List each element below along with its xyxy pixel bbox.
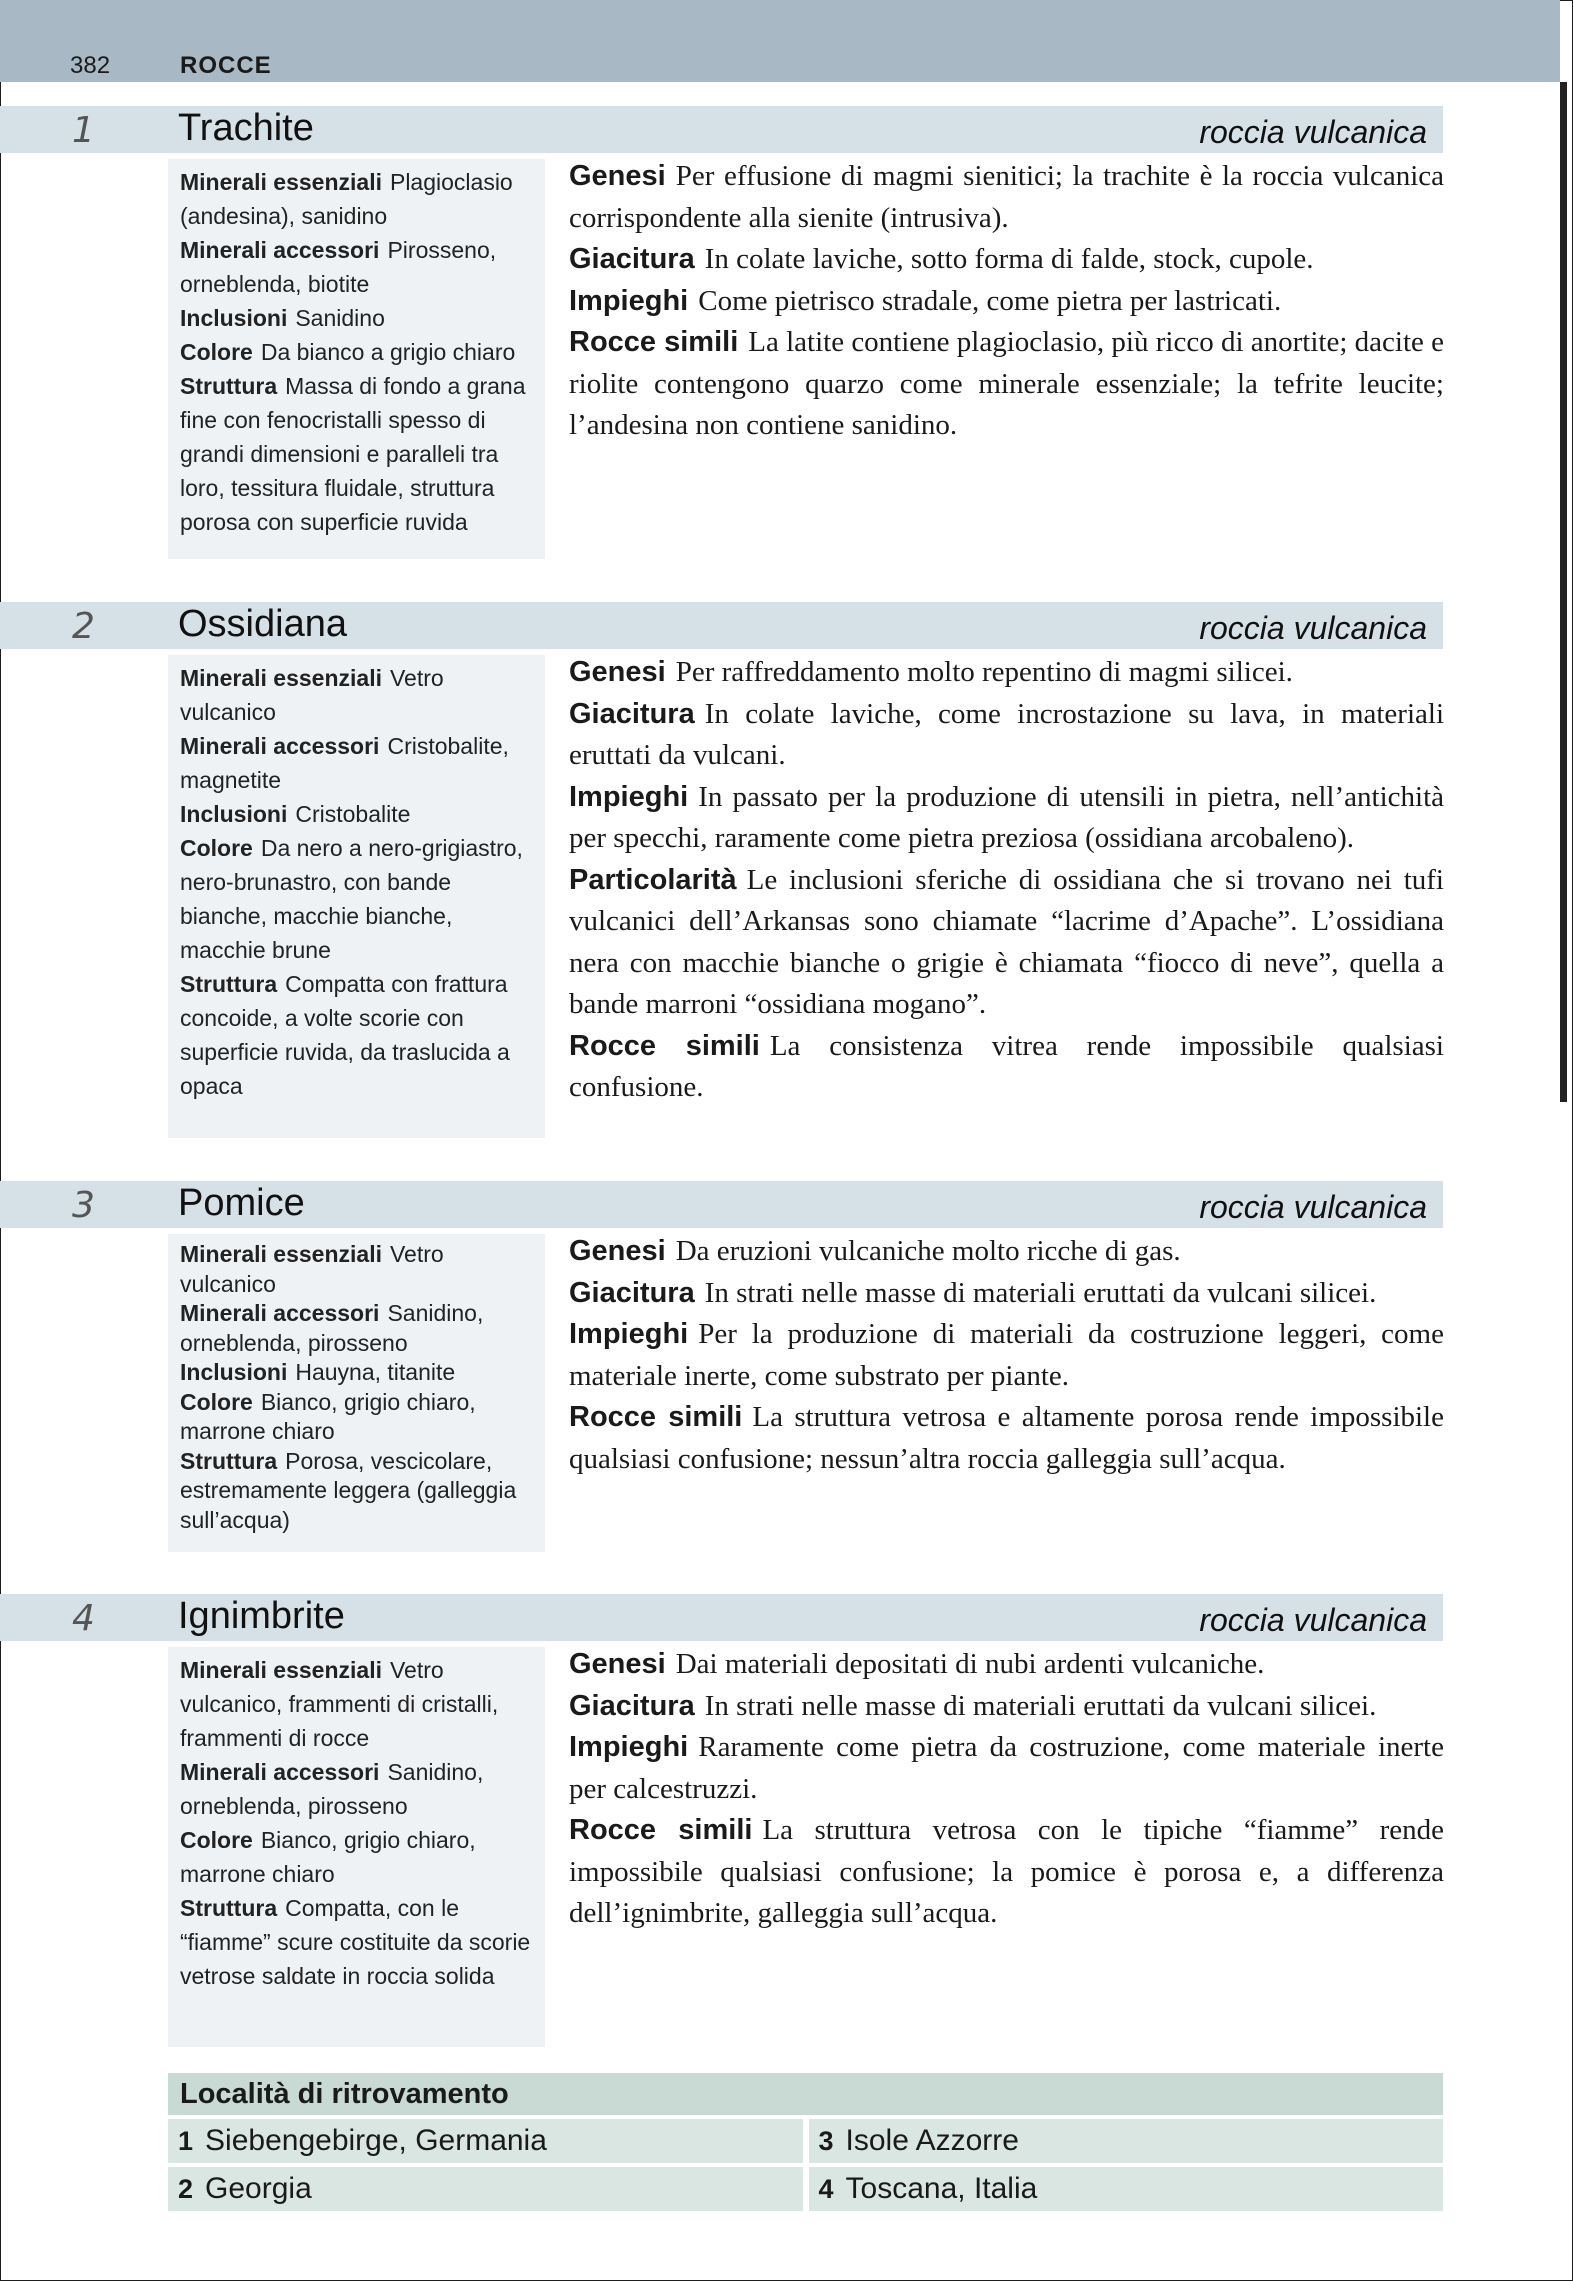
localities-table	[168, 2073, 1443, 2211]
desc-particularity: Particolarità Le inclusioni sferiche di ossidiana che si trovano nei tufi vulcanici dell’Arkansas sono chiamate “lacrime d’Apache”. L’ossidiana nera con macchie bianche o grigie è chiamata “fiocco di neve”, quella a bande marroni “ossidiana mogano”.	[569, 863, 1444, 1020]
description	[569, 1644, 1444, 1935]
localities-title: Località di ritrovamento	[168, 2073, 1443, 2115]
description	[569, 1231, 1444, 1480]
property-accessory-minerals: Minerali accessori Pirosseno, orneblenda, biotite	[180, 237, 497, 297]
desc-genesis: Genesi Da eruzioni vulcaniche molto ricche di gas.	[569, 1235, 1181, 1267]
desc-similar-rocks: Rocce simili La latite contiene plagioclasio, più ricco di anortite; dacite e riolite contengono quarzo come minerale essenziale; la tefrite leucite; l’andesina non contiene sanidino.	[569, 326, 1444, 441]
properties-list	[168, 1647, 545, 1999]
properties-box	[168, 655, 545, 1138]
header-text	[70, 52, 272, 80]
entry-category: roccia vulcanica	[1199, 114, 1427, 150]
desc-occurrence: Giacitura In colate laviche, sotto forma di falde, stock, cupole.	[569, 243, 1314, 275]
properties-list	[168, 1234, 545, 1541]
section-title: ROCCE	[180, 52, 272, 79]
properties-box	[168, 1647, 545, 2047]
page-number: 382	[70, 52, 111, 79]
property-structure: Struttura Porosa, vescicolare, estremamente leggera (galleggia sull’acqua)	[180, 1447, 517, 1533]
entry-name: Ossidiana	[178, 603, 347, 645]
entry-number: 3	[72, 1185, 95, 1226]
desc-genesis: Genesi Per raffreddamento molto repentino di magmi silicei.	[569, 656, 1293, 688]
entry-name: Trachite	[178, 107, 314, 149]
property-accessory-minerals: Minerali accessori Sanidino, orneblenda, pirosseno	[180, 1300, 484, 1356]
desc-similar-rocks: Rocce simili La consistenza vitrea rende impossibile qualsiasi confusione.	[569, 1029, 1444, 1103]
entry-category: roccia vulcanica	[1199, 610, 1427, 646]
entry-category: roccia vulcanica	[1199, 1189, 1427, 1225]
properties-list	[168, 655, 545, 1109]
properties-box	[168, 159, 545, 559]
entry-number: 1	[72, 110, 95, 151]
page-edge-bar	[1560, 82, 1567, 1102]
properties-list	[168, 159, 545, 545]
property-structure: Struttura Compatta con frattura concoide, a volte scorie con superficie ruvida, da traslucida a opaca	[180, 971, 510, 1099]
property-color: Colore Da bianco a grigio chiaro	[180, 339, 516, 365]
desc-uses: Impieghi Raramente come pietra da costruzione, come materiale inerte per calcestruzzi.	[569, 1731, 1444, 1805]
locality-cell: 1 Siebengebirge, Germania	[168, 2119, 803, 2163]
desc-occurrence: Giacitura In strati nelle masse di materiali eruttati da vulcani silicei.	[569, 1689, 1377, 1722]
property-essential-minerals: Minerali essenziali Vetro vulcanico	[180, 665, 444, 725]
property-color: Colore Bianco, grigio chiaro, marrone chiaro	[180, 1827, 476, 1887]
property-structure: Struttura Compatta, con le “fiamme” scure costituite da scorie vetrose saldate in roccia solida	[180, 1895, 531, 1989]
desc-uses: Impieghi In passato per la produzione di utensili in pietra, nell’antichità per specchi, raramente come pietra preziosa (ossidiana arcobaleno).	[569, 780, 1444, 854]
desc-similar-rocks: Rocce simili La struttura vetrosa e altamente porosa rende impossibile qualsiasi confusione; nessun’altra roccia galleggia sull’acqua.	[569, 1401, 1444, 1475]
property-color: Colore Bianco, grigio chiaro, marrone chiaro	[180, 1388, 476, 1444]
property-accessory-minerals: Minerali accessori Cristobalite, magnetite	[180, 733, 509, 793]
desc-uses: Impieghi Come pietrisco stradale, come pietra per lastricati.	[569, 284, 1282, 317]
desc-uses: Impieghi Per la produzione di materiali da costruzione leggeri, come materiale inerte, come substrato per piante.	[569, 1318, 1444, 1392]
property-essential-minerals: Minerali essenziali Vetro vulcanico	[180, 1241, 444, 1297]
property-inclusions: Inclusioni Sanidino	[180, 305, 385, 331]
table-row	[168, 2119, 1443, 2163]
entry-number: 2	[72, 606, 95, 647]
property-structure: Struttura Massa di fondo a grana fine con fenocristalli spesso di grandi dimensioni e paralleli tra loro, tessitura fluidale, struttura porosa con superficie ruvida	[180, 373, 526, 535]
locality-cell: 3 Isole Azzorre	[809, 2119, 1444, 2163]
property-inclusions: Inclusioni Cristobalite	[180, 801, 411, 827]
entry-category: roccia vulcanica	[1199, 1602, 1427, 1638]
entry-name: Pomice	[178, 1182, 305, 1224]
desc-occurrence: Giacitura In strati nelle masse di materiali eruttati da vulcani silicei.	[569, 1276, 1377, 1309]
table-row	[168, 2167, 1443, 2211]
description	[569, 156, 1444, 447]
desc-genesis: Genesi Dai materiali depositati di nubi ardenti vulcaniche.	[569, 1648, 1265, 1680]
entry-name: Ignimbrite	[178, 1595, 345, 1637]
locality-cell: 4 Toscana, Italia	[809, 2167, 1444, 2211]
locality-cell: 2 Georgia	[168, 2167, 803, 2211]
property-essential-minerals: Minerali essenziali Vetro vulcanico, frammenti di cristalli, frammenti di rocce	[180, 1657, 499, 1751]
entry-number: 4	[72, 1598, 95, 1639]
property-color: Colore Da nero a nero-grigiastro, nero-brunastro, con bande bianche, macchie bianche, macchie brune	[180, 835, 523, 963]
page-header	[0, 0, 1560, 82]
desc-similar-rocks: Rocce simili La struttura vetrosa con le tipiche “fiamme” rende impossibile qualsiasi confusione; la pomice è porosa e, a differenza dell’ignimbrite, galleggia sull’acqua.	[569, 1814, 1444, 1929]
desc-genesis: Genesi Per effusione di magmi sienitici; la trachite è la roccia vulcanica corrispondente alla sienite (intrusiva).	[569, 160, 1444, 234]
property-inclusions: Inclusioni Hauyna, titanite	[180, 1359, 456, 1385]
property-accessory-minerals: Minerali accessori Sanidino, orneblenda, pirosseno	[180, 1759, 484, 1819]
description	[569, 652, 1444, 1109]
property-essential-minerals: Minerali essenziali Plagioclasio (andesina), sanidino	[180, 169, 513, 229]
desc-occurrence: Giacitura In colate laviche, come incrostazione su lava, in materiali eruttati da vulcani.	[569, 697, 1444, 771]
properties-box	[168, 1234, 545, 1552]
